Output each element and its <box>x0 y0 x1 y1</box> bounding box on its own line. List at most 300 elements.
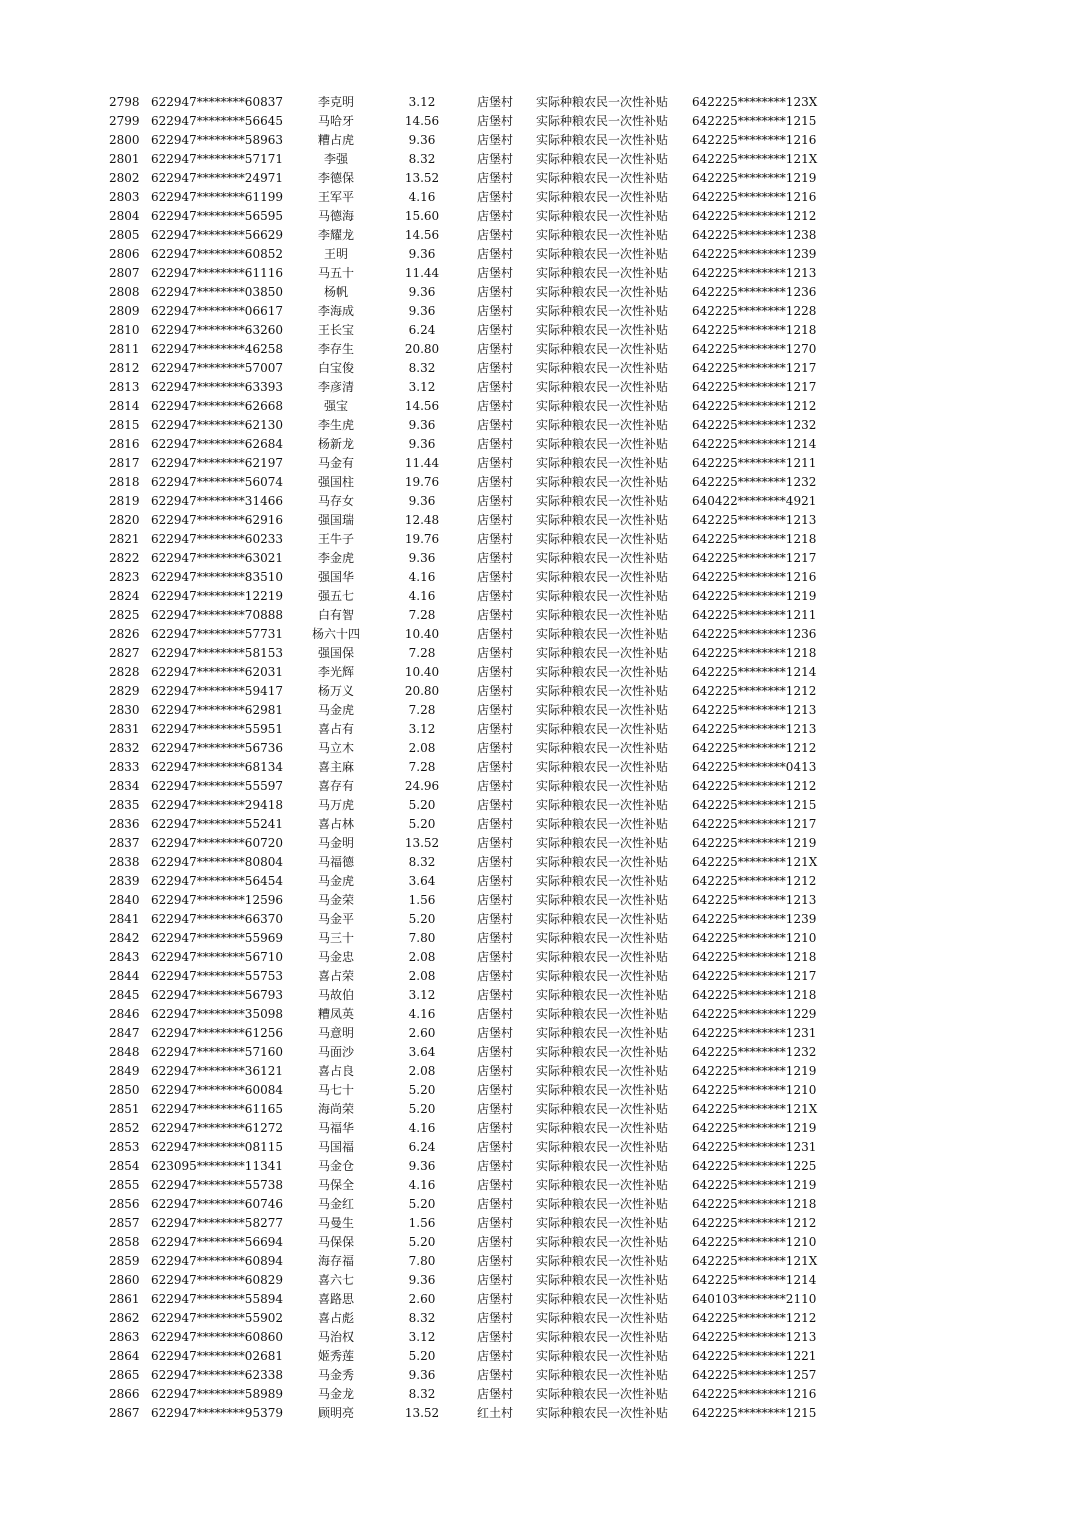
village-name: 店堡村 <box>477 532 514 546</box>
subsidy-amount: 9.36 <box>408 1273 436 1287</box>
subsidy-type: 实际种粮农民一次性补贴 <box>536 475 669 489</box>
table-row <box>0 131 1074 150</box>
id-number: 642225********1210 <box>692 1083 817 1097</box>
subsidy-amount: 3.12 <box>408 95 436 109</box>
village-name: 店堡村 <box>477 1007 514 1021</box>
table-row <box>0 1081 1074 1100</box>
table-row <box>0 758 1074 777</box>
subsidy-amount: 3.12 <box>408 1330 436 1344</box>
table-row <box>0 587 1074 606</box>
table-row <box>0 188 1074 207</box>
subsidy-amount: 13.52 <box>404 171 440 185</box>
village-name: 店堡村 <box>477 836 514 850</box>
recipient-name: 强五七 <box>317 589 354 603</box>
village-name: 店堡村 <box>477 418 514 432</box>
subsidy-type: 实际种粮农民一次性补贴 <box>536 437 669 451</box>
subsidy-amount: 13.52 <box>404 836 440 850</box>
village-name: 店堡村 <box>477 247 514 261</box>
subsidy-type: 实际种粮农民一次性补贴 <box>536 912 669 926</box>
village-name: 店堡村 <box>477 1140 514 1154</box>
account-number: 622947********62668 <box>151 399 283 413</box>
village-name: 店堡村 <box>477 931 514 945</box>
recipient-name: 马金忠 <box>317 950 354 964</box>
table-row <box>0 1062 1074 1081</box>
recipient-name: 王长宝 <box>317 323 354 337</box>
recipient-name: 马保全 <box>317 1178 354 1192</box>
recipient-name: 马金虎 <box>317 703 354 717</box>
row-number: 2851 <box>109 1102 140 1116</box>
recipient-name: 马存女 <box>317 494 354 508</box>
row-number: 2813 <box>109 380 140 394</box>
subsidy-amount: 7.80 <box>408 931 436 945</box>
village-name: 店堡村 <box>477 779 514 793</box>
row-number: 2860 <box>109 1273 140 1287</box>
recipient-name: 马金有 <box>317 456 354 470</box>
account-number: 622947********56454 <box>151 874 283 888</box>
id-number: 642225********1212 <box>692 684 817 698</box>
subsidy-type: 实际种粮农民一次性补贴 <box>536 323 669 337</box>
table-row <box>0 207 1074 226</box>
row-number: 2831 <box>109 722 140 736</box>
table-row <box>0 1195 1074 1214</box>
row-number: 2802 <box>109 171 140 185</box>
subsidy-type: 实际种粮农民一次性补贴 <box>536 114 669 128</box>
row-number: 2801 <box>109 152 140 166</box>
village-name: 店堡村 <box>477 1083 514 1097</box>
subsidy-amount: 3.12 <box>408 722 436 736</box>
id-number: 642225********1219 <box>692 1064 817 1078</box>
account-number: 622947********55951 <box>151 722 283 736</box>
village-name: 店堡村 <box>477 893 514 907</box>
account-number: 622947********55753 <box>151 969 283 983</box>
id-number: 642225********1217 <box>692 380 817 394</box>
subsidy-amount: 4.16 <box>408 1121 436 1135</box>
table-row <box>0 226 1074 245</box>
village-name: 店堡村 <box>477 684 514 698</box>
table-row <box>0 283 1074 302</box>
subsidy-type: 实际种粮农民一次性补贴 <box>536 1349 669 1363</box>
table-row <box>0 625 1074 644</box>
account-number: 622947********60860 <box>151 1330 283 1344</box>
village-name: 店堡村 <box>477 437 514 451</box>
account-number: 622947********60084 <box>151 1083 283 1097</box>
table-row <box>0 1157 1074 1176</box>
account-number: 622947********56793 <box>151 988 283 1002</box>
account-number: 622947********57171 <box>151 152 283 166</box>
account-number: 622947********56074 <box>151 475 283 489</box>
account-number: 622947********55902 <box>151 1311 283 1325</box>
id-number: 642225********1210 <box>692 931 817 945</box>
subsidy-type: 实际种粮农民一次性补贴 <box>536 361 669 375</box>
account-number: 622947********61272 <box>151 1121 283 1135</box>
row-number: 2850 <box>109 1083 140 1097</box>
village-name: 店堡村 <box>477 1311 514 1325</box>
subsidy-type: 实际种粮农民一次性补贴 <box>536 1330 669 1344</box>
subsidy-amount: 2.08 <box>408 969 436 983</box>
account-number: 622947********66370 <box>151 912 283 926</box>
village-name: 店堡村 <box>477 304 514 318</box>
id-number: 642225********1219 <box>692 589 817 603</box>
recipient-name: 马故伯 <box>317 988 354 1002</box>
subsidy-type: 实际种粮农民一次性补贴 <box>536 1083 669 1097</box>
subsidy-type: 实际种粮农民一次性补贴 <box>536 1254 669 1268</box>
recipient-name: 杨万义 <box>317 684 354 698</box>
subsidy-type: 实际种粮农民一次性补贴 <box>536 133 669 147</box>
recipient-name: 王明 <box>323 247 348 261</box>
village-name: 店堡村 <box>477 969 514 983</box>
row-number: 2812 <box>109 361 140 375</box>
recipient-name: 马国福 <box>317 1140 354 1154</box>
table-row <box>0 93 1074 112</box>
subsidy-amount: 19.76 <box>404 475 440 489</box>
id-number: 642225********1221 <box>692 1349 817 1363</box>
id-number: 642225********1228 <box>692 304 817 318</box>
subsidy-type: 实际种粮农民一次性补贴 <box>536 608 669 622</box>
recipient-name: 强国华 <box>317 570 354 584</box>
row-number: 2855 <box>109 1178 140 1192</box>
subsidy-type: 实际种粮农民一次性补贴 <box>536 1045 669 1059</box>
table-row <box>0 606 1074 625</box>
recipient-name: 李生虎 <box>317 418 354 432</box>
subsidy-type: 实际种粮农民一次性补贴 <box>536 855 669 869</box>
village-name: 店堡村 <box>477 570 514 584</box>
id-number: 642225********1216 <box>692 190 817 204</box>
subsidy-amount: 4.16 <box>408 190 436 204</box>
table-row <box>0 112 1074 131</box>
table-row <box>0 777 1074 796</box>
id-number: 642225********1225 <box>692 1159 817 1173</box>
row-number: 2854 <box>109 1159 140 1173</box>
subsidy-amount: 7.80 <box>408 1254 436 1268</box>
id-number: 642225********1218 <box>692 988 817 1002</box>
recipient-name: 李克明 <box>317 95 354 109</box>
id-number: 642225********1213 <box>692 266 817 280</box>
table-row <box>0 1252 1074 1271</box>
row-number: 2805 <box>109 228 140 242</box>
account-number: 622947********62916 <box>151 513 283 527</box>
table-row <box>0 1404 1074 1423</box>
subsidy-type: 实际种粮农民一次性补贴 <box>536 285 669 299</box>
account-number: 622947********58963 <box>151 133 283 147</box>
recipient-name: 李光辉 <box>317 665 354 679</box>
recipient-name: 马万虎 <box>317 798 354 812</box>
id-number: 642225********1217 <box>692 361 817 375</box>
subsidy-amount: 7.28 <box>408 608 436 622</box>
village-name: 店堡村 <box>477 703 514 717</box>
account-number: 622947********60720 <box>151 836 283 850</box>
subsidy-amount: 3.64 <box>408 874 436 888</box>
village-name: 店堡村 <box>477 1121 514 1135</box>
row-number: 2856 <box>109 1197 140 1211</box>
subsidy-amount: 12.48 <box>404 513 440 527</box>
table-row <box>0 929 1074 948</box>
row-number: 2807 <box>109 266 140 280</box>
id-number: 642225********1215 <box>692 1406 817 1420</box>
subsidy-type: 实际种粮农民一次性补贴 <box>536 1064 669 1078</box>
recipient-name: 马金红 <box>317 1197 354 1211</box>
id-number: 640103********2110 <box>692 1292 817 1306</box>
table-row <box>0 530 1074 549</box>
id-number: 642225********1232 <box>692 1045 817 1059</box>
row-number: 2803 <box>109 190 140 204</box>
subsidy-amount: 24.96 <box>404 779 440 793</box>
account-number: 622947********31466 <box>151 494 283 508</box>
subsidy-type: 实际种粮农民一次性补贴 <box>536 266 669 280</box>
subsidy-amount: 9.36 <box>408 551 436 565</box>
id-number: 642225********1236 <box>692 285 817 299</box>
id-number: 642225********123X <box>692 95 818 109</box>
id-number: 642225********1216 <box>692 570 817 584</box>
recipient-name: 喜占有 <box>317 722 354 736</box>
subsidy-type: 实际种粮农民一次性补贴 <box>536 1102 669 1116</box>
table-row <box>0 1328 1074 1347</box>
recipient-name: 马德海 <box>317 209 354 223</box>
village-name: 店堡村 <box>477 494 514 508</box>
village-name: 店堡村 <box>477 1330 514 1344</box>
subsidy-type: 实际种粮农民一次性补贴 <box>536 513 669 527</box>
table-row <box>0 1290 1074 1309</box>
row-number: 2867 <box>109 1406 140 1420</box>
id-number: 642225********1212 <box>692 1216 817 1230</box>
subsidy-type: 实际种粮农民一次性补贴 <box>536 190 669 204</box>
subsidy-type: 实际种粮农民一次性补贴 <box>536 1197 669 1211</box>
subsidy-amount: 14.56 <box>404 399 440 413</box>
table-row <box>0 302 1074 321</box>
subsidy-type: 实际种粮农民一次性补贴 <box>536 969 669 983</box>
account-number: 622947********68134 <box>151 760 283 774</box>
account-number: 622947********61116 <box>151 266 283 280</box>
table-row <box>0 264 1074 283</box>
subsidy-amount: 7.28 <box>408 646 436 660</box>
row-number: 2798 <box>109 95 140 109</box>
subsidy-type: 实际种粮农民一次性补贴 <box>536 1026 669 1040</box>
row-number: 2847 <box>109 1026 140 1040</box>
recipient-name: 马金平 <box>317 912 354 926</box>
recipient-name: 马金龙 <box>317 1387 354 1401</box>
row-number: 2826 <box>109 627 140 641</box>
row-number: 2808 <box>109 285 140 299</box>
village-name: 店堡村 <box>477 266 514 280</box>
row-number: 2842 <box>109 931 140 945</box>
account-number: 622947********02681 <box>151 1349 283 1363</box>
subsidy-amount: 8.32 <box>408 1387 436 1401</box>
subsidy-type: 实际种粮农民一次性补贴 <box>536 589 669 603</box>
id-number: 642225********1219 <box>692 1121 817 1135</box>
id-number: 642225********1211 <box>692 456 817 470</box>
row-number: 2846 <box>109 1007 140 1021</box>
subsidy-type: 实际种粮农民一次性补贴 <box>536 1406 669 1420</box>
table-row <box>0 1309 1074 1328</box>
account-number: 622947********61165 <box>151 1102 283 1116</box>
row-number: 2827 <box>109 646 140 660</box>
subsidy-type: 实际种粮农民一次性补贴 <box>536 627 669 641</box>
account-number: 622947********12596 <box>151 893 283 907</box>
id-number: 642225********1213 <box>692 722 817 736</box>
table-row <box>0 1043 1074 1062</box>
recipient-name: 海存福 <box>317 1254 354 1268</box>
table-row <box>0 796 1074 815</box>
subsidy-amount: 9.36 <box>408 285 436 299</box>
account-number: 622947********62197 <box>151 456 283 470</box>
id-number: 642225********1212 <box>692 779 817 793</box>
row-number: 2857 <box>109 1216 140 1230</box>
subsidy-amount: 11.44 <box>404 456 440 470</box>
table-row <box>0 815 1074 834</box>
subsidy-amount: 10.40 <box>404 627 440 641</box>
village-name: 店堡村 <box>477 95 514 109</box>
row-number: 2833 <box>109 760 140 774</box>
row-number: 2800 <box>109 133 140 147</box>
table-row <box>0 454 1074 473</box>
subsidy-type: 实际种粮农民一次性补贴 <box>536 893 669 907</box>
subsidy-amount: 7.28 <box>408 703 436 717</box>
id-number: 642225********1213 <box>692 893 817 907</box>
row-number: 2863 <box>109 1330 140 1344</box>
subsidy-amount: 5.20 <box>408 1235 436 1249</box>
subsidy-type: 实际种粮农民一次性补贴 <box>536 418 669 432</box>
account-number: 622947********55241 <box>151 817 283 831</box>
subsidy-amount: 9.36 <box>408 133 436 147</box>
recipient-name: 马五十 <box>317 266 354 280</box>
subsidy-amount: 3.64 <box>408 1045 436 1059</box>
row-number: 2864 <box>109 1349 140 1363</box>
id-number: 642225********1216 <box>692 1387 817 1401</box>
id-number: 642225********1236 <box>692 627 817 641</box>
row-number: 2799 <box>109 114 140 128</box>
table-row <box>0 169 1074 188</box>
village-name: 店堡村 <box>477 513 514 527</box>
id-number: 642225********1211 <box>692 608 817 622</box>
subsidy-type: 实际种粮农民一次性补贴 <box>536 874 669 888</box>
recipient-name: 喜路思 <box>317 1292 354 1306</box>
recipient-name: 马三十 <box>317 931 354 945</box>
subsidy-amount: 3.12 <box>408 380 436 394</box>
subsidy-type: 实际种粮农民一次性补贴 <box>536 684 669 698</box>
subsidy-type: 实际种粮农民一次性补贴 <box>536 950 669 964</box>
row-number: 2821 <box>109 532 140 546</box>
id-number: 642225********1215 <box>692 114 817 128</box>
village-name: 店堡村 <box>477 190 514 204</box>
table-row <box>0 1214 1074 1233</box>
subsidy-amount: 15.60 <box>404 209 440 223</box>
account-number: 622947********60233 <box>151 532 283 546</box>
village-name: 店堡村 <box>477 1102 514 1116</box>
subsidy-amount: 9.36 <box>408 247 436 261</box>
row-number: 2811 <box>109 342 140 356</box>
subsidy-type: 实际种粮农民一次性补贴 <box>536 817 669 831</box>
account-number: 622947********36121 <box>151 1064 283 1078</box>
account-number: 622947********56710 <box>151 950 283 964</box>
subsidy-type: 实际种粮农民一次性补贴 <box>536 703 669 717</box>
row-number: 2862 <box>109 1311 140 1325</box>
table-row <box>0 834 1074 853</box>
account-number: 622947********62130 <box>151 418 283 432</box>
id-number: 642225********1213 <box>692 513 817 527</box>
account-number: 622947********58989 <box>151 1387 283 1401</box>
table-row <box>0 359 1074 378</box>
subsidy-amount: 5.20 <box>408 1102 436 1116</box>
table-row <box>0 1176 1074 1195</box>
row-number: 2865 <box>109 1368 140 1382</box>
village-name: 店堡村 <box>477 988 514 1002</box>
subsidy-type: 实际种粮农民一次性补贴 <box>536 988 669 1002</box>
recipient-name: 马金荣 <box>317 893 354 907</box>
row-number: 2816 <box>109 437 140 451</box>
account-number: 622947********55597 <box>151 779 283 793</box>
account-number: 622947********60894 <box>151 1254 283 1268</box>
village-name: 店堡村 <box>477 608 514 622</box>
village-name: 店堡村 <box>477 874 514 888</box>
account-number: 622947********58153 <box>151 646 283 660</box>
subsidy-type: 实际种粮农民一次性补贴 <box>536 798 669 812</box>
row-number: 2819 <box>109 494 140 508</box>
recipient-name: 白有智 <box>317 608 354 622</box>
subsidy-amount: 2.08 <box>408 950 436 964</box>
id-number: 642225********0413 <box>692 760 817 774</box>
row-number: 2840 <box>109 893 140 907</box>
row-number: 2845 <box>109 988 140 1002</box>
account-number: 622947********62338 <box>151 1368 283 1382</box>
subsidy-type: 实际种粮农民一次性补贴 <box>536 1216 669 1230</box>
subsidy-amount: 3.12 <box>408 988 436 1002</box>
recipient-name: 马保保 <box>317 1235 354 1249</box>
recipient-name: 王军平 <box>317 190 354 204</box>
recipient-name: 强宝 <box>323 399 348 413</box>
id-number: 642225********121X <box>692 1102 818 1116</box>
subsidy-type: 实际种粮农民一次性补贴 <box>536 760 669 774</box>
subsidy-amount: 6.24 <box>408 1140 436 1154</box>
village-name: 店堡村 <box>477 665 514 679</box>
village-name: 店堡村 <box>477 114 514 128</box>
row-number: 2828 <box>109 665 140 679</box>
account-number: 622947********57007 <box>151 361 283 375</box>
recipient-name: 马治权 <box>317 1330 354 1344</box>
recipient-name: 李存生 <box>317 342 354 356</box>
subsidy-amount: 19.76 <box>404 532 440 546</box>
table-row <box>0 150 1074 169</box>
table-row <box>0 321 1074 340</box>
row-number: 2806 <box>109 247 140 261</box>
recipient-name: 喜占荣 <box>317 969 354 983</box>
row-number: 2836 <box>109 817 140 831</box>
subsidy-amount: 5.20 <box>408 1349 436 1363</box>
account-number: 622947********80804 <box>151 855 283 869</box>
account-number: 622947********46258 <box>151 342 283 356</box>
recipient-name: 王牛子 <box>317 532 354 546</box>
village-name: 店堡村 <box>477 285 514 299</box>
recipient-name: 李海成 <box>317 304 354 318</box>
subsidy-amount: 20.80 <box>404 684 440 698</box>
subsidy-type: 实际种粮农民一次性补贴 <box>536 570 669 584</box>
recipient-name: 喜占良 <box>317 1064 354 1078</box>
account-number: 622947********55894 <box>151 1292 283 1306</box>
subsidy-type: 实际种粮农民一次性补贴 <box>536 228 669 242</box>
village-name: 店堡村 <box>477 950 514 964</box>
village-name: 店堡村 <box>477 722 514 736</box>
village-name: 店堡村 <box>477 1064 514 1078</box>
row-number: 2817 <box>109 456 140 470</box>
recipient-name: 糟凤英 <box>317 1007 354 1021</box>
subsidy-type: 实际种粮农民一次性补贴 <box>536 209 669 223</box>
recipient-name: 强国瑞 <box>317 513 354 527</box>
id-number: 642225********1214 <box>692 665 817 679</box>
id-number: 642225********121X <box>692 1254 818 1268</box>
village-name: 店堡村 <box>477 1349 514 1363</box>
row-number: 2853 <box>109 1140 140 1154</box>
id-number: 642225********1215 <box>692 798 817 812</box>
subsidy-type: 实际种粮农民一次性补贴 <box>536 722 669 736</box>
table-row <box>0 872 1074 891</box>
